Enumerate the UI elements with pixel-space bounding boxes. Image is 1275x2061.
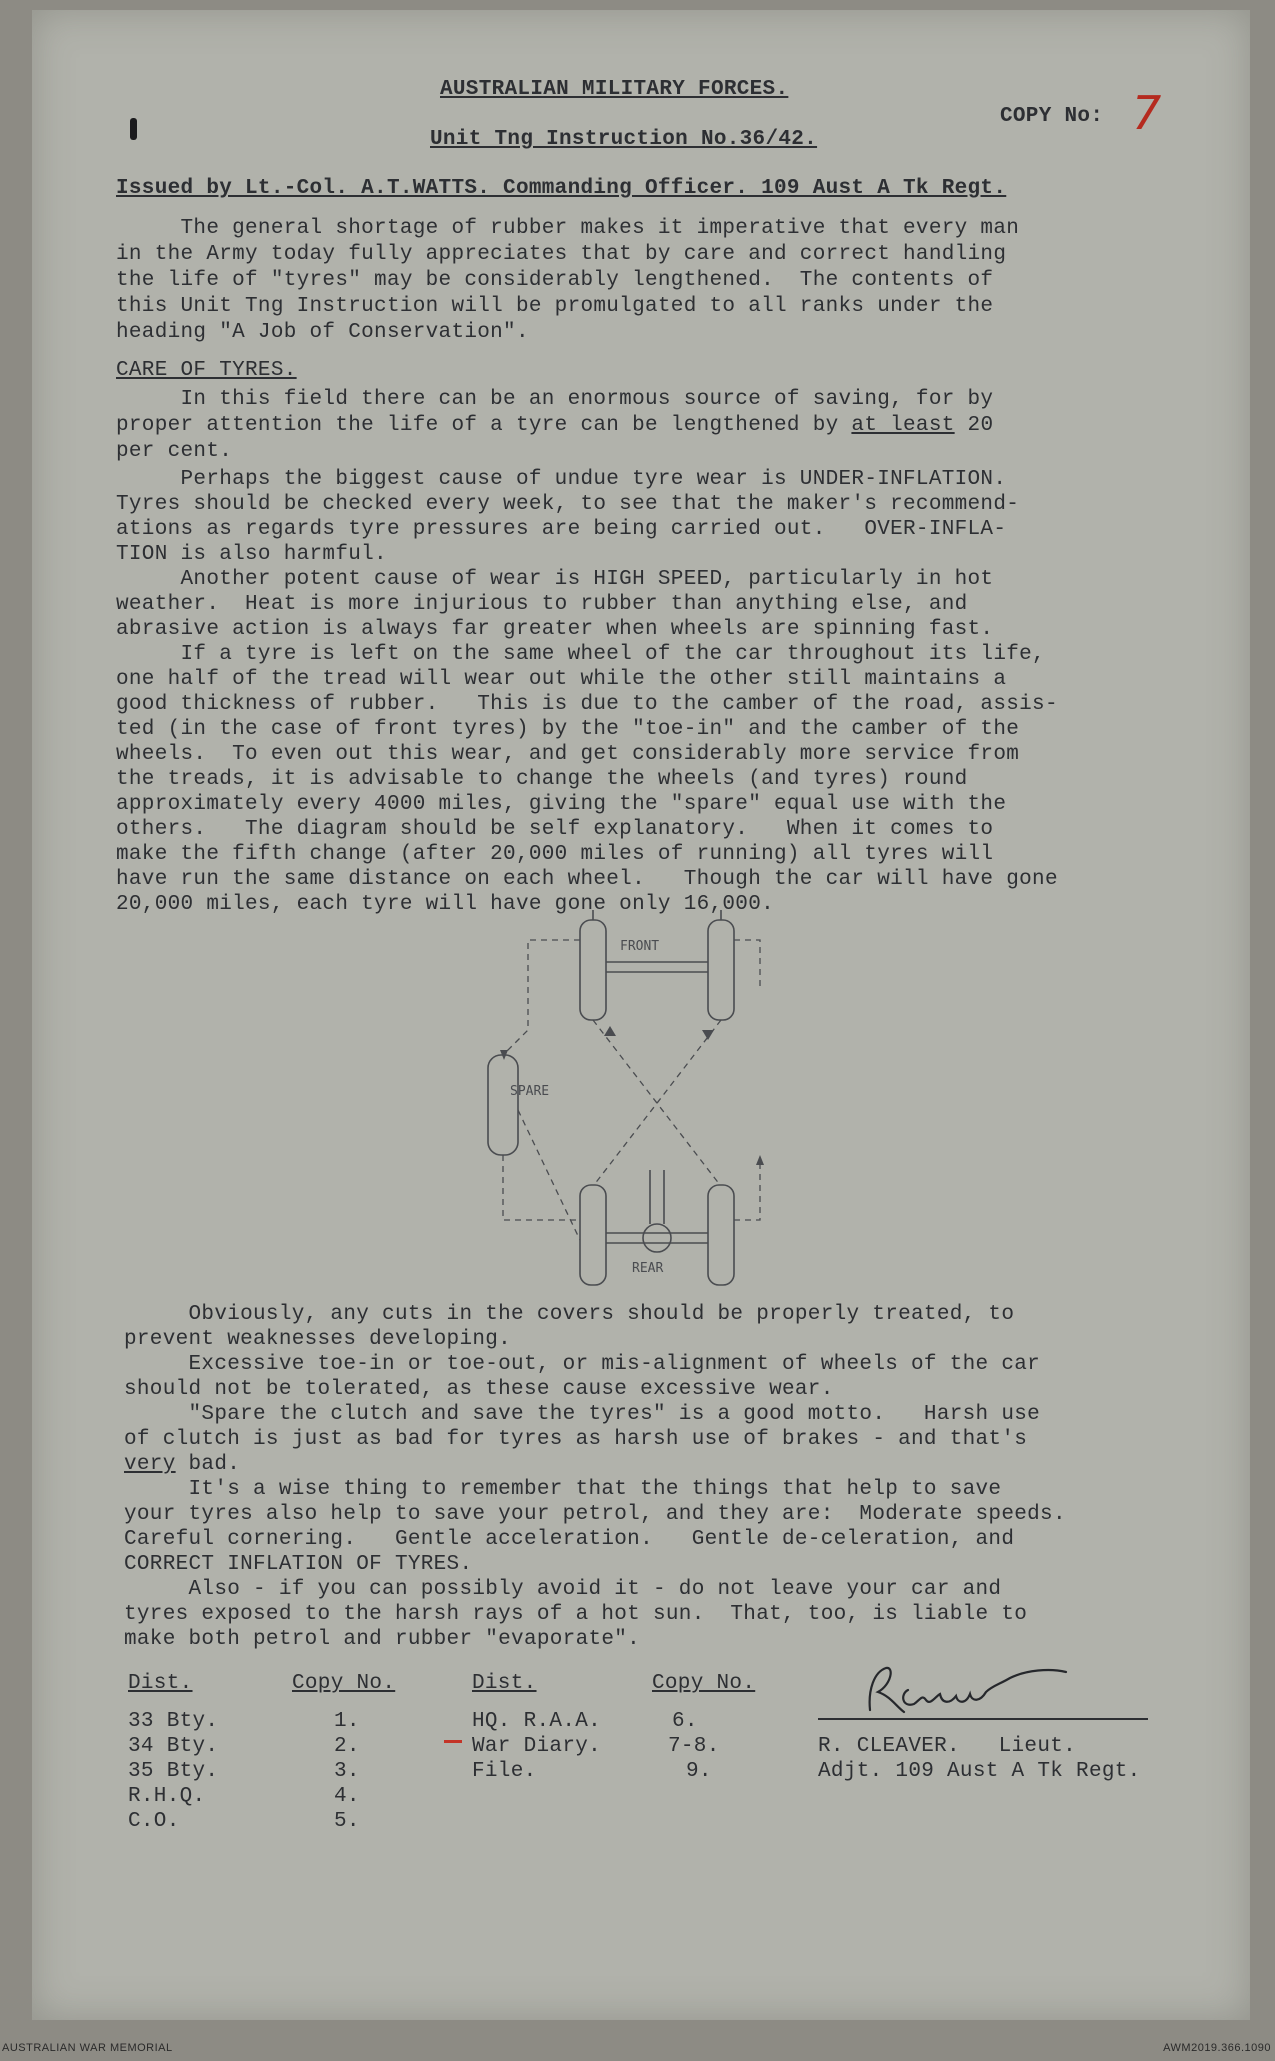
intro-line: this Unit Tng Instruction will be promulgated to all ranks under the [116, 295, 994, 318]
document-title: AUSTRALIAN MILITARY FORCES. [440, 78, 789, 101]
body-line: of clutch is just as bad for tyres as harsh use of brakes - and that's [124, 1428, 1028, 1451]
copy-header-left: Copy No. [292, 1672, 396, 1695]
copy-label: COPY No: [1000, 105, 1104, 128]
footer-institution: AUSTRALIAN WAR MEMORIAL [2, 2042, 173, 2054]
care-paragraphs [116, 387, 1058, 916]
care-line: approximately every 4000 miles, giving the "spare" equal use with the [116, 793, 1007, 816]
care-line: one half of the tread will wear out while the other still maintains a [116, 668, 1007, 691]
body-line: make both petrol and rubber "evaporate". [124, 1628, 641, 1651]
dist-copy: 1. [334, 1710, 360, 1733]
spare-tyre [488, 1055, 518, 1155]
body-line: your tyres also help to save your petrol, and they are: Moderate speeds. [124, 1503, 1066, 1526]
dist-copy: 3. [334, 1760, 360, 1783]
care-line: wheels. To even out this wear, and get considerably more service from [116, 743, 1020, 766]
diagram-rear-label: REAR [632, 1261, 664, 1276]
care-text: proper attention the life of a tyre can be lengthened by [116, 414, 852, 437]
front-right-tyre [708, 920, 734, 1020]
care-line: TION is also harmful. [116, 543, 387, 566]
dist-copy: 7-8. [668, 1735, 720, 1758]
rear-left-tyre [580, 1185, 606, 1285]
body-line: "Spare the clutch and save the tyres" is a good motto. Harsh use [124, 1403, 1041, 1426]
care-text: 20 [954, 414, 994, 437]
footer-accession-number: AWM2019.366.1090 [1163, 2042, 1271, 2054]
dist-unit: File. [472, 1760, 537, 1783]
front-left-tyre [580, 920, 606, 1020]
body-line: CORRECT INFLATION OF TYRES. [124, 1553, 473, 1576]
care-line: make the fifth change (after 20,000 miles of running) all tyres will [116, 843, 994, 866]
care-line: others. The diagram should be self explanatory. When it comes to [116, 818, 994, 841]
care-line: Tyres should be checked every week, to see that the maker's recommend- [116, 493, 1020, 516]
tyre-rotation-diagram [470, 910, 790, 1300]
instruction-number: Unit Tng Instruction No.36/42. [430, 128, 818, 151]
care-line: abrasive action is always far greater when wheels are spinning fast. [116, 618, 994, 641]
body-line [124, 1452, 240, 1478]
care-line: have run the same distance on each wheel. Though the car will have gone [116, 868, 1058, 891]
dist-unit: C.O. [128, 1810, 180, 1833]
intro-line: in the Army today fully appreciates that by care and correct handling [116, 243, 1007, 266]
body-line: tyres exposed to the harsh rays of a hot sun. That, too, is liable to [124, 1603, 1028, 1626]
handwritten-signature [830, 1660, 1090, 1724]
copy-header-right: Copy No. [652, 1672, 756, 1695]
care-line: weather. Heat is more injurious to rubber than anything else, and [116, 593, 968, 616]
care-line: per cent. [116, 440, 233, 463]
dist-unit: 33 Bty. [128, 1710, 219, 1733]
dist-copy: 2. [334, 1735, 360, 1758]
rear-right-tyre [708, 1185, 734, 1285]
dist-unit: HQ. R.A.A. [472, 1710, 602, 1733]
intro-line: the life of "tyres" may be considerably lengthened. The contents of [116, 269, 994, 292]
care-line: If a tyre is left on the same wheel of the car throughout its life, [116, 643, 1045, 666]
dist-unit: 35 Bty. [128, 1760, 219, 1783]
diagram-spare-label: SPARE [510, 1084, 550, 1099]
red-tick-mark [444, 1740, 462, 1743]
intro-line: heading "A Job of Conservation". [116, 321, 529, 344]
after-diagram-paragraphs [124, 1302, 1066, 1651]
body-line: prevent weaknesses developing. [124, 1328, 512, 1351]
dist-header-right: Dist. [472, 1672, 537, 1695]
diagram-front-label: FRONT [620, 939, 660, 954]
care-line: ted (in the case of front tyres) by the "toe-in" and the camber of the [116, 718, 1020, 741]
care-line: good thickness of rubber. This is due to the camber of the road, assis- [116, 693, 1058, 716]
signatory-name: R. CLEAVER. Lieut. [818, 1735, 1077, 1758]
section-heading: CARE OF TYRES. [116, 359, 297, 382]
dist-copy: 9. [686, 1760, 712, 1783]
dist-copy: 5. [334, 1810, 360, 1833]
dist-unit: War Diary. [472, 1735, 602, 1758]
care-line [116, 413, 993, 439]
dist-copy: 6. [672, 1710, 698, 1733]
care-line: Another potent cause of wear is HIGH SPEED, particularly in hot [116, 568, 994, 591]
body-line: It's a wise thing to remember that the things that help to save [124, 1478, 1002, 1501]
body-line: should not be tolerated, as these cause excessive wear. [124, 1378, 834, 1401]
issued-by-line: Issued by Lt.-Col. A.T.WATTS. Commanding Officer. 109 Aust A Tk Regt. [116, 177, 1007, 200]
punch-hole-mark [130, 118, 137, 140]
signature-line [818, 1718, 1148, 1720]
emphasis-very: very [124, 1453, 176, 1476]
care-line: the treads, it is advisable to change the wheels (and tyres) round [116, 768, 968, 791]
copy-number-handwritten: 7 [1132, 86, 1162, 140]
body-line: Obviously, any cuts in the covers should be properly treated, to [124, 1303, 1015, 1326]
dist-unit: 34 Bty. [128, 1735, 219, 1758]
care-line: Perhaps the biggest cause of undue tyre wear is UNDER-INFLATION. [116, 468, 1007, 491]
body-text: bad. [175, 1453, 241, 1476]
emphasis-at-least: at least [851, 414, 955, 437]
dist-unit: R.H.Q. [128, 1785, 206, 1808]
body-line: Also - if you can possibly avoid it - do not leave your car and [124, 1578, 1002, 1601]
body-line: Excessive toe-in or toe-out, or mis-alignment of wheels of the car [124, 1353, 1041, 1376]
signatory-title: Adjt. 109 Aust A Tk Regt. [818, 1760, 1141, 1783]
care-line: ations as regards tyre pressures are being carried out. OVER-INFLA- [116, 518, 1007, 541]
intro-line: The general shortage of rubber makes it imperative that every man [116, 217, 1020, 240]
dist-header-left: Dist. [128, 1672, 193, 1695]
care-line: In this field there can be an enormous source of saving, for by [116, 388, 994, 411]
dist-copy: 4. [334, 1785, 360, 1808]
intro-paragraph [116, 216, 1020, 354]
body-line: Careful cornering. Gentle acceleration. Gentle de-celeration, and [124, 1528, 1015, 1551]
care-line: 20,000 miles, each tyre will have gone only 16,000. [116, 893, 775, 916]
